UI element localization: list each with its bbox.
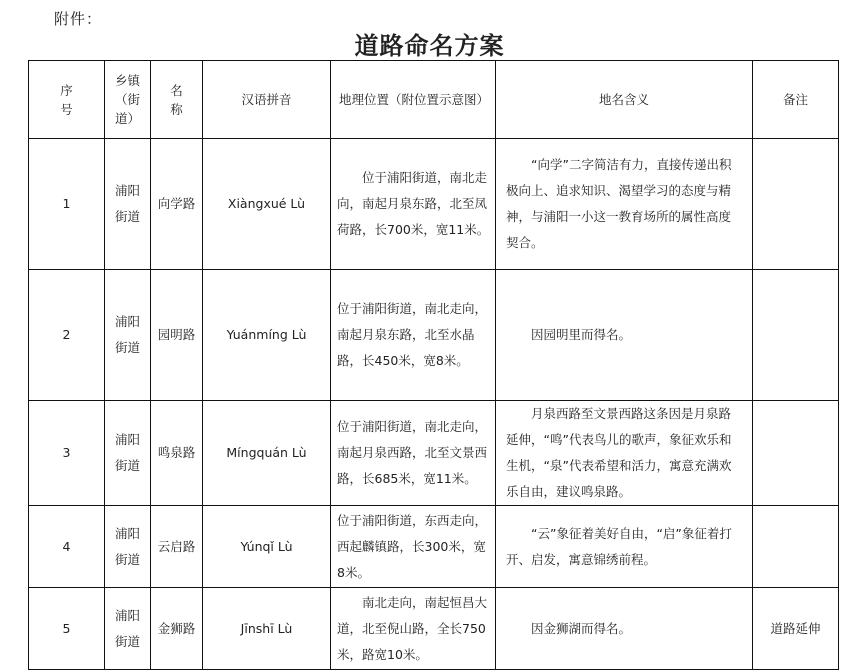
header-meaning: 地名含义 [496, 61, 753, 139]
header-pinyin: 汉语拼音 [203, 61, 331, 139]
header-seq [29, 61, 105, 139]
cell-location: 位于浦阳街道，南北走向，南起月泉西路，北至文景西路，长685米，宽11米。 [331, 401, 496, 506]
document-title: 道路命名方案 [354, 31, 505, 60]
cell-location: 位于浦阳街道，南北走向，南起月泉东路，北至凤荷路，长700米，宽11米。 [331, 139, 496, 270]
cell-pinyin: Xiàngxué Lù [203, 139, 331, 270]
cell-road-name: 园明路 [151, 270, 203, 401]
cell-location: 位于浦阳街道，南北走向，南起月泉东路，北至水晶路，长450米，宽8米。 [331, 270, 496, 401]
cell-note [753, 270, 839, 401]
header-town-line: （街 [114, 92, 140, 107]
cell-town: 浦阳街道 [105, 270, 151, 401]
cell-note [753, 506, 839, 588]
cell-location: 位于浦阳街道，东西走向，西起麟镇路，长300米，宽8米。 [331, 506, 496, 588]
cell-road-name: 金狮路 [151, 588, 203, 670]
cell-town: 浦阳街道 [105, 588, 151, 670]
table-header-row [29, 61, 839, 139]
road-naming-table [28, 60, 839, 670]
cell-meaning: 因金狮湖而得名。 [496, 588, 753, 670]
cell-road-name: 鸣泉路 [151, 401, 203, 506]
header-name [151, 61, 203, 139]
cell-pinyin: Jīnshī Lù [203, 588, 331, 670]
cell-town: 浦阳街道 [105, 139, 151, 270]
cell-meaning: “云”象征着美好自由，“启”象征着打开、启发，寓意锦绣前程。 [496, 506, 753, 588]
cell-road-name: 云启路 [151, 506, 203, 588]
header-location: 地理位置（附位置示意图） [331, 61, 496, 139]
cell-road-name: 向学路 [151, 139, 203, 270]
header-town-line: 乡镇 [114, 73, 140, 88]
header-name-line: 名 [170, 82, 183, 98]
cell-town: 浦阳街道 [105, 506, 151, 588]
cell-seq: 2 [29, 270, 105, 401]
header-note: 备注 [753, 61, 839, 139]
table-row [29, 506, 839, 588]
cell-seq: 4 [29, 506, 105, 588]
header-seq-line: 序 [60, 82, 73, 98]
header-seq-line: 号 [60, 101, 73, 117]
table-row [29, 588, 839, 670]
cell-pinyin: Míngquán Lù [203, 401, 331, 506]
cell-town: 浦阳街道 [105, 401, 151, 506]
cell-meaning: 因园明里而得名。 [496, 270, 753, 401]
attachment-label: 附件： [54, 10, 103, 28]
header-name-line: 称 [170, 101, 183, 117]
table-row [29, 401, 839, 506]
cell-pinyin: Yúnqǐ Lù [203, 506, 331, 588]
cell-location: 南北走向，南起恒昌大道，北至倪山路，全长750米，路宽10米。 [331, 588, 496, 670]
cell-seq: 3 [29, 401, 105, 506]
cell-seq: 1 [29, 139, 105, 270]
cell-note: 道路延伸 [753, 588, 839, 670]
cell-meaning: 月泉西路至文景西路这条因是月泉路延伸，“鸣”代表鸟儿的歌声，象征欢乐和生机，“泉”代表希望和活力，寓意充满欢乐自由，建议鸣泉路。 [496, 401, 753, 506]
cell-meaning: “向学”二字简洁有力，直接传递出积极向上、追求知识、渴望学习的态度与精神，与浦阳一小这一教育场所的属性高度契合。 [496, 139, 753, 270]
cell-note [753, 401, 839, 506]
header-town-line: 道） [114, 111, 140, 126]
table-row [29, 270, 839, 401]
cell-seq: 5 [29, 588, 105, 670]
cell-pinyin: Yuánmíng Lù [203, 270, 331, 401]
table-row [29, 139, 839, 270]
cell-note [753, 139, 839, 270]
header-town [105, 61, 151, 139]
